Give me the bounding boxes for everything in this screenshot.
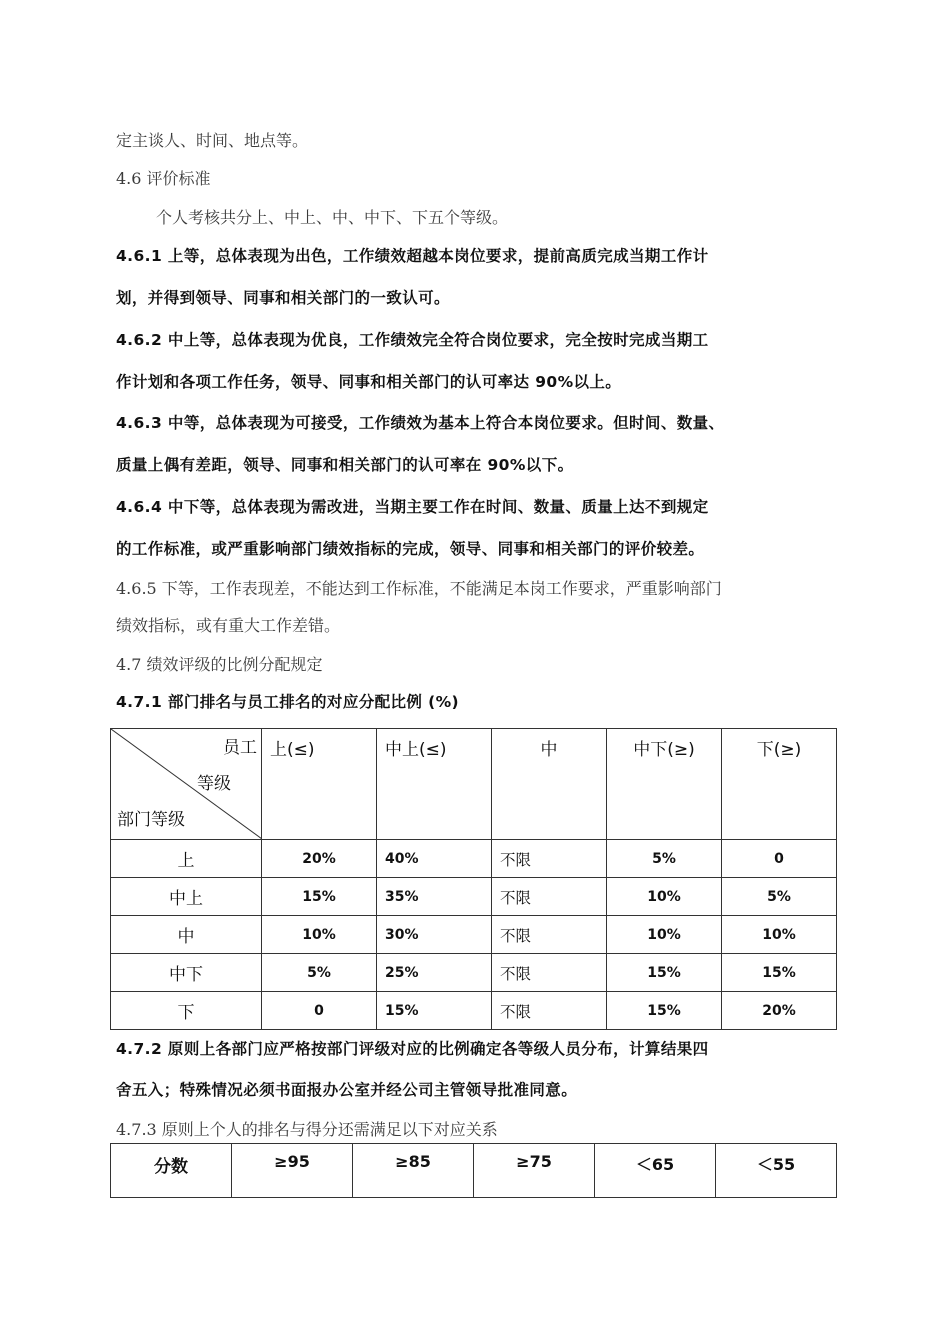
table-cell: 15% — [262, 878, 377, 916]
clause-4-7-2-line1: 4.7.2 原则上各部门应严格按部门评级对应的比例确定各等级人员分布，计算结果四 — [116, 1040, 709, 1058]
table-row — [111, 840, 837, 878]
clause-4-6-2-line2: 作计划和各项工作任务，领导、同事和相关部门的认可率达 90%以上。 — [116, 373, 622, 391]
table-cell: 15% — [607, 954, 722, 992]
section-heading-4-6: 4.6 评价标准 — [116, 169, 211, 188]
corner-label-dept-grade: 部门等级 — [117, 810, 185, 830]
table-cell: 不限 — [492, 954, 607, 992]
paragraph-continuation: 定主谈人、时间、地点等。 — [116, 131, 309, 150]
clause-4-6-1-line2: 划，并得到领导、同事和相关部门的一致认可。 — [116, 289, 450, 307]
table-cell: 15% — [377, 992, 492, 1030]
clause-4-6-5-line2: 绩效指标，或有重大工作差错。 — [116, 616, 341, 635]
table-row — [111, 916, 837, 954]
header-cell: 中 — [492, 729, 607, 840]
table-cell: 10% — [722, 916, 837, 954]
header-cell: 中上(≤) — [377, 729, 492, 840]
ratio-table — [110, 728, 837, 1030]
table-cell: 15% — [607, 992, 722, 1030]
table-cell: 不限 — [492, 840, 607, 878]
clause-4-6-5-line1: 4.6.5 下等，工作表现差，不能达到工作标准，不能满足本岗工作要求，严重影响部门 — [116, 579, 722, 598]
ratio-table-header-row — [111, 729, 837, 840]
clause-4-6-4-line2: 的工作标准，或严重影响部门绩效指标的完成，领导、同事和相关部门的评价较差。 — [116, 540, 705, 558]
table-cell: 5% — [607, 840, 722, 878]
table-cell: 30% — [377, 916, 492, 954]
table-cell: ＜65 — [595, 1144, 716, 1198]
row-header: 上 — [111, 840, 262, 878]
table-cell: 10% — [607, 878, 722, 916]
table-cell: 0 — [262, 992, 377, 1030]
clause-4-7-2-line2: 舍五入；特殊情况必须书面报办公室并经公司主管领导批准同意。 — [116, 1081, 578, 1099]
row-header: 中下 — [111, 954, 262, 992]
header-cell: 中下(≥) — [607, 729, 722, 840]
table-row — [111, 878, 837, 916]
score-table — [110, 1143, 837, 1198]
table-cell: 15% — [722, 954, 837, 992]
row-header: 中 — [111, 916, 262, 954]
table-cell: ≥75 — [474, 1144, 595, 1198]
clause-4-6-2-line1: 4.6.2 中上等，总体表现为优良，工作绩效完全符合岗位要求，完全按时完成当期工 — [116, 331, 709, 349]
table-cell: 10% — [607, 916, 722, 954]
table-cell: ≥95 — [232, 1144, 353, 1198]
table-cell: 0 — [722, 840, 837, 878]
header-cell: 上(≤) — [262, 729, 377, 840]
table-row — [111, 954, 837, 992]
clause-4-6-3-line1: 4.6.3 中等，总体表现为可接受，工作绩效为基本上符合本岗位要求。但时间、数量、 — [116, 414, 725, 432]
corner-label-grade: 等级 — [197, 774, 231, 794]
header-cell: 下(≥) — [722, 729, 837, 840]
clause-4-7-1: 4.7.1 部门排名与员工排名的对应分配比例 (%) — [116, 693, 460, 711]
table-row — [111, 992, 837, 1030]
table-row — [111, 1144, 837, 1198]
section-heading-4-7: 4.7 绩效评级的比例分配规定 — [116, 655, 323, 674]
paragraph-grade-levels: 个人考核共分上、中上、中、中下、下五个等级。 — [156, 208, 509, 227]
clause-4-6-4-line1: 4.6.4 中下等，总体表现为需改进，当期主要工作在时间、数量、质量上达不到规定 — [116, 498, 709, 516]
table-cell: 35% — [377, 878, 492, 916]
table-cell: ＜55 — [716, 1144, 837, 1198]
table-cell: 20% — [722, 992, 837, 1030]
table-cell: 40% — [377, 840, 492, 878]
table-cell: 5% — [262, 954, 377, 992]
clause-4-7-3: 4.7.3 原则上个人的排名与得分还需满足以下对应关系 — [116, 1120, 498, 1139]
table-cell: 10% — [262, 916, 377, 954]
table-cell: 不限 — [492, 916, 607, 954]
table-cell: 25% — [377, 954, 492, 992]
table-cell: 20% — [262, 840, 377, 878]
table-cell: ≥85 — [353, 1144, 474, 1198]
clause-4-6-1-line1: 4.6.1 上等，总体表现为出色，工作绩效超越本岗位要求，提前高质完成当期工作计 — [116, 247, 709, 265]
clause-4-6-3-line2: 质量上偶有差距，领导、同事和相关部门的认可率在 90%以下。 — [116, 456, 574, 474]
row-header: 下 — [111, 992, 262, 1030]
table-cell: 不限 — [492, 878, 607, 916]
table-cell: 不限 — [492, 992, 607, 1030]
score-label: 分数 — [111, 1144, 232, 1198]
row-header: 中上 — [111, 878, 262, 916]
table-cell: 5% — [722, 878, 837, 916]
corner-cell — [111, 729, 262, 840]
corner-label-employee: 员工 — [223, 738, 257, 758]
